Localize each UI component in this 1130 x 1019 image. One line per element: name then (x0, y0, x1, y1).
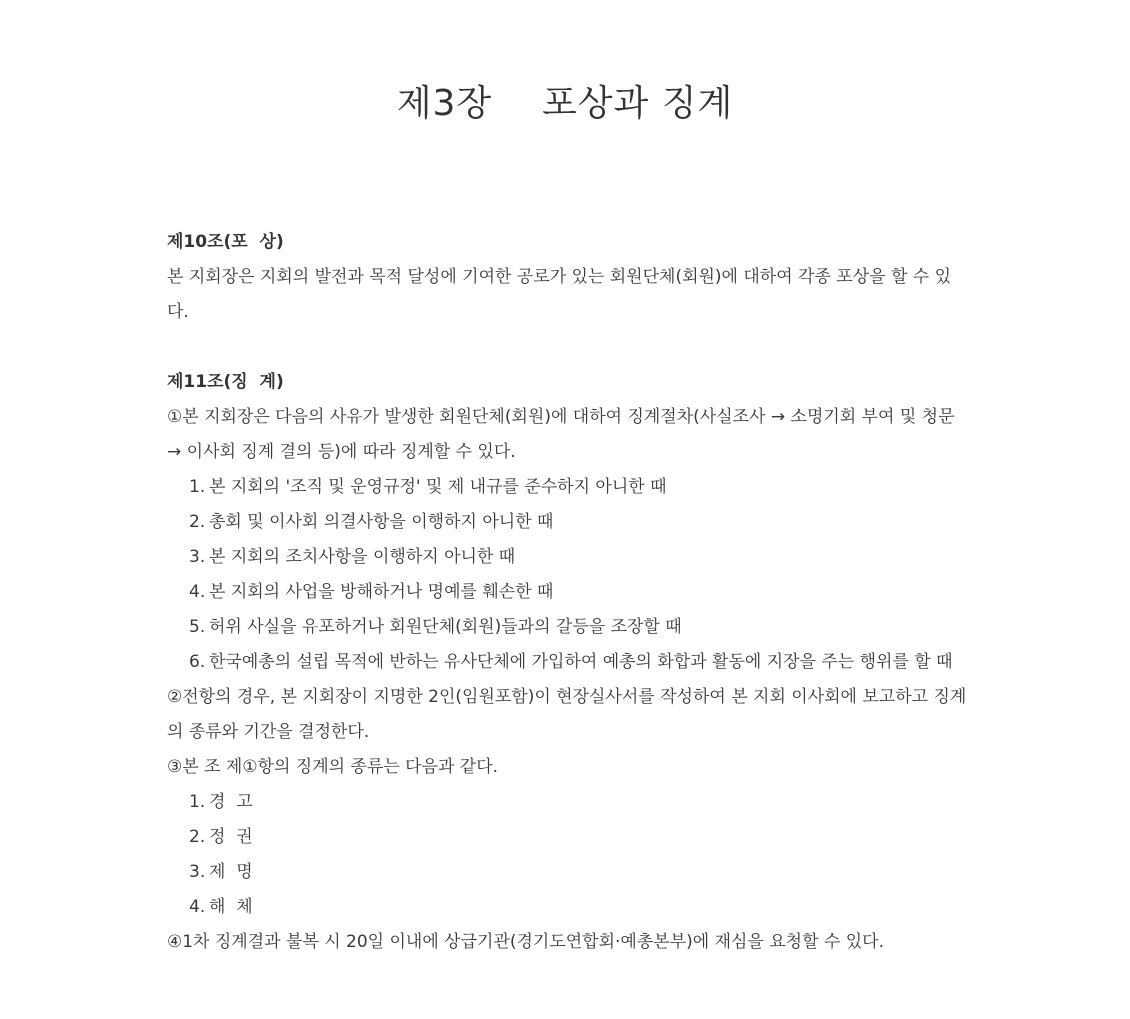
list-number: 4. (189, 897, 206, 917)
list-number: 3. (189, 862, 206, 882)
list-item (167, 505, 967, 540)
article-10-heading: 제10조(포 상) (167, 232, 284, 252)
list-number: 5. (189, 617, 206, 637)
list-text: 본 지회의 조치사항을 이행하지 아니한 때 (209, 547, 516, 567)
article-11-heading: 제11조(징 계) (167, 372, 284, 392)
list-text: 경 고 (209, 792, 253, 812)
list-text: 허위 사실을 유포하거나 회원단체(회원)들과의 갈등을 조장할 때 (209, 617, 682, 637)
list-item (167, 785, 967, 820)
discipline-reasons-list (167, 470, 967, 680)
list-item (167, 470, 967, 505)
chapter-title: 제3장 포상과 징계 (396, 83, 734, 124)
list-item (167, 855, 967, 890)
list-text: 한국예총의 설립 목적에 반하는 유사단체에 가입하여 예총의 화합과 활동에 지장을 주는 행위를 할 때 (209, 652, 953, 672)
list-item (167, 645, 967, 680)
article-11-clause-2: ②전항의 경우, 본 지회장이 지명한 2인(임원포함)이 현장실사서를 작성하여 본 지회 이사회에 보고하고 징계의 종류와 기간을 결정한다. (167, 687, 967, 742)
article-10-body: 본 지회장은 지회의 발전과 목적 달성에 기여한 공로가 있는 회원단체(회원)에 대하여 각종 포상을 할 수 있다. (167, 267, 952, 322)
list-text: 제 명 (209, 862, 253, 882)
article-11-clause-1: ①본 지회장은 다음의 사유가 발생한 회원단체(회원)에 대하여 징계절차(사실조사 → 소명기회 부여 및 청문 → 이사회 징계 결의 등)에 따라 징계할 수 있다. (167, 407, 955, 462)
section-spacer (167, 330, 967, 365)
list-item (167, 890, 967, 925)
article-11-clause-4: ④1차 징계결과 불복 시 20일 이내에 상급기관(경기도연합회·예총본부)에 재심을 요청할 수 있다. (167, 932, 884, 952)
list-number: 2. (189, 512, 206, 532)
discipline-types-list (167, 785, 967, 925)
list-number: 1. (189, 477, 206, 497)
list-number: 3. (189, 547, 206, 567)
list-text: 본 지회의 사업을 방해하거나 명예를 훼손한 때 (209, 582, 554, 602)
list-text: 본 지회의 '조직 및 운영규정' 및 제 내규를 준수하지 아니한 때 (209, 477, 667, 497)
list-number: 2. (189, 827, 206, 847)
list-number: 6. (189, 652, 206, 672)
list-text: 정 권 (209, 827, 253, 847)
list-item (167, 820, 967, 855)
list-item (167, 540, 967, 575)
article-11-clause-3: ③본 조 제①항의 징계의 종류는 다음과 같다. (167, 757, 499, 777)
list-text: 총회 및 이사회 의결사항을 이행하지 아니한 때 (209, 512, 554, 532)
list-item (167, 575, 967, 610)
document-body (167, 225, 967, 960)
list-item (167, 610, 967, 645)
list-number: 4. (189, 582, 206, 602)
list-number: 1. (189, 792, 206, 812)
list-text: 해 체 (209, 897, 253, 917)
